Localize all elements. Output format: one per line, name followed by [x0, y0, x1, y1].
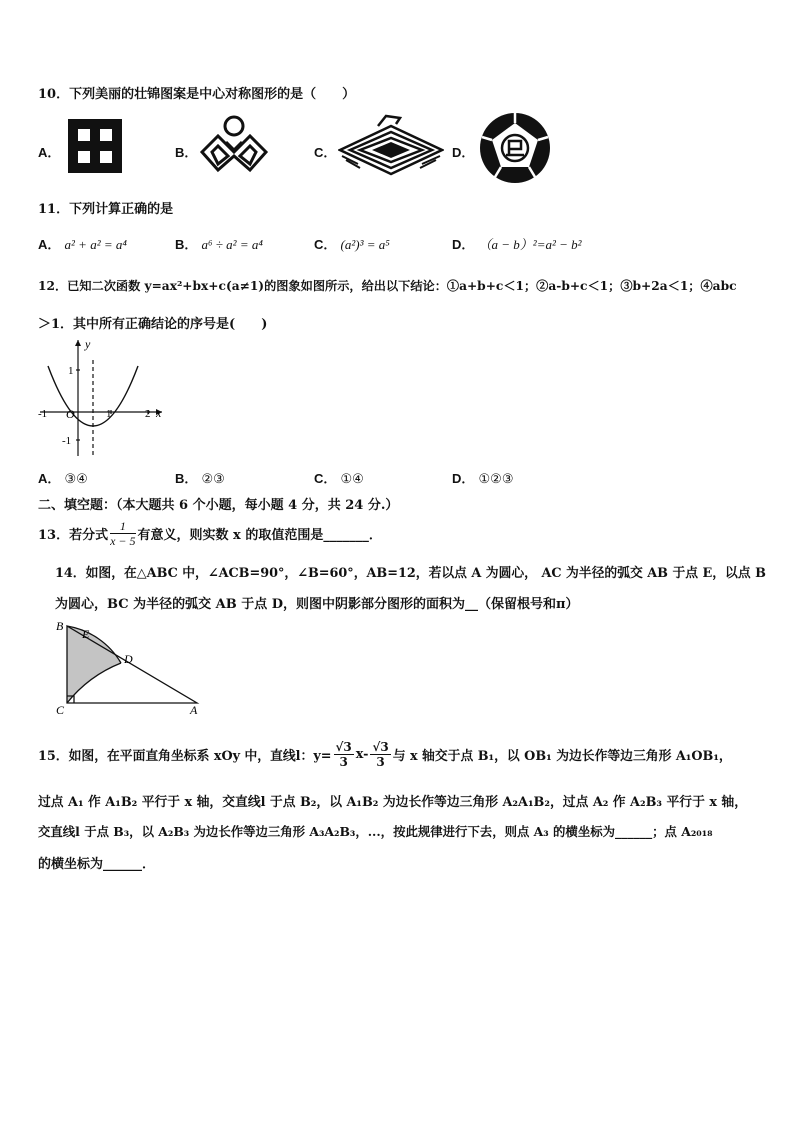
- circle-pentagon-pattern-icon: [478, 111, 552, 185]
- y-axis-label: y: [85, 337, 91, 351]
- section-heading: 二、填空题：（本大题共 6 个小题，每小题 4 分，共 24 分.）: [38, 498, 399, 513]
- tick-y-neg1: -1: [62, 435, 72, 447]
- q12-option-c: [314, 468, 364, 487]
- bird-square-pattern-icon: [338, 112, 444, 180]
- q12-stem-line2: ＞1．其中所有正确结论的序号是( ): [38, 317, 268, 332]
- q11-option-c: [314, 234, 390, 253]
- q10-option-c: [314, 142, 336, 161]
- fraction-denominator: x − 5: [110, 533, 136, 548]
- q15-mid: x-: [355, 746, 369, 762]
- option-label: D．: [452, 471, 475, 486]
- q13-pre: 13．若分式: [38, 527, 109, 543]
- q11-option-b: [175, 234, 263, 253]
- option-label: A．: [38, 471, 61, 486]
- q15-pre: 15．如图，在平面直角坐标系 xOy 中，直线l：y=: [38, 748, 332, 764]
- point-e-label: E: [82, 627, 90, 641]
- q10-stem: 10．下列美丽的壮锦图案是中心对称图形的是（ ）: [38, 87, 356, 102]
- option-expression: （a − b）²=a² − b²: [478, 237, 582, 252]
- option-label: D．: [452, 237, 475, 252]
- shaded-region: [67, 626, 121, 703]
- option-label: C．: [314, 237, 337, 252]
- option-text: ①②③: [478, 472, 514, 487]
- q15-fraction-2: [370, 740, 390, 769]
- option-label: C．: [314, 471, 337, 486]
- point-c-label: C: [56, 703, 65, 717]
- option-expression: a² + a² = a⁴: [64, 237, 127, 252]
- q12-option-d: [452, 468, 514, 487]
- origin-label: O: [66, 407, 75, 421]
- option-label: D．: [452, 145, 475, 160]
- q12-option-a: [38, 468, 88, 487]
- q11-option-a: [38, 234, 127, 253]
- q13-stem: [38, 515, 382, 551]
- option-label: C．: [314, 145, 337, 160]
- swastika-pattern-icon: [62, 115, 128, 177]
- q12-parabola-graph: [36, 336, 166, 460]
- tick-x-neg1: -1: [38, 408, 48, 420]
- y-axis-arrow: [75, 340, 81, 346]
- q15-stem-line3: 交直线l 于点 B₃，以 A₂B₃ 为边长作等边三角形 A₃A₂B₃，...，按此规律进行下去，则点 A₃ 的横坐标为______；点 A₂₀₁₈: [38, 824, 713, 839]
- tick-y-1: 1: [68, 365, 74, 377]
- option-label: B．: [175, 145, 198, 160]
- q11-option-d: [452, 234, 582, 253]
- q10-option-b: [175, 142, 197, 161]
- q13-post: 有意义，则实数 x 的取值范围是_______．: [137, 527, 382, 543]
- q10-option-a: [38, 142, 60, 161]
- fraction-denominator: 3: [376, 754, 385, 769]
- option-text: ②③: [201, 472, 225, 487]
- option-label: B．: [175, 471, 198, 486]
- q14-triangle-figure: [54, 618, 204, 718]
- option-text: ③④: [64, 472, 88, 487]
- point-d-label: D: [124, 652, 133, 666]
- q14-stem-line1: 14．如图，在△ABC 中，∠ACB=90°，∠B=60°，AB=12，若以点 A 为圆心， AC 为半径的弧交 AB 于点 E，以点 B: [55, 566, 766, 581]
- option-expression: (a²)³ = a⁵: [340, 237, 390, 252]
- option-label: A．: [38, 145, 61, 160]
- option-label: B．: [175, 237, 198, 252]
- point-b-label: B: [56, 619, 64, 633]
- q13-fraction: [110, 519, 135, 548]
- q10-option-d: [452, 142, 474, 161]
- fraction-denominator: 3: [339, 754, 348, 769]
- point-a-label: A: [190, 703, 198, 717]
- option-expression: a⁶ ÷ a² = a⁴: [201, 237, 263, 252]
- q12-stem-line1: 12．已知二次函数 y=ax²+bx+c(a≠1)的图象如图所示，给出以下结论：①a+b+c＜1；②a-b+c＜1；③b+2a＜1；④abc: [38, 279, 737, 293]
- fraction-numerator: √3: [335, 739, 352, 754]
- tick-x-1: 1: [106, 408, 112, 420]
- option-label: A．: [38, 237, 61, 252]
- q15-stem-line4: 的横坐标为______．: [38, 857, 156, 872]
- option-text: ①④: [340, 472, 364, 487]
- q15-stem-line1: [38, 731, 732, 777]
- x-axis-label: x: [156, 406, 162, 420]
- q12-option-b: [175, 468, 225, 487]
- fraction-numerator: √3: [372, 739, 389, 754]
- q11-stem: 11．下列计算正确的是: [38, 202, 174, 217]
- fraction-numerator: 1: [110, 519, 135, 534]
- q15-stem-line2: 过点 A₁ 作 A₁B₂ 平行于 x 轴，交直线l 于点 B₂，以 A₁B₂ 为边长作等边三角形 A₂A₁B₂，过点 A₂ 作 A₂B₃ 平行于 x 轴，: [38, 795, 747, 810]
- q15-post: 与 x 轴交于点 B₁，以 OB₁ 为边长作等边三角形 A₁OB₁，: [392, 748, 732, 764]
- tick-x-2: 2: [145, 408, 151, 420]
- double-diamond-pattern-icon: [198, 112, 270, 182]
- q14-stem-line2: 为圆心，BC 为半径的弧交 AB 于点 D，则图中阴影部分图形的面积为__（保留根号和π）: [55, 597, 579, 612]
- q15-fraction-1: [334, 740, 354, 769]
